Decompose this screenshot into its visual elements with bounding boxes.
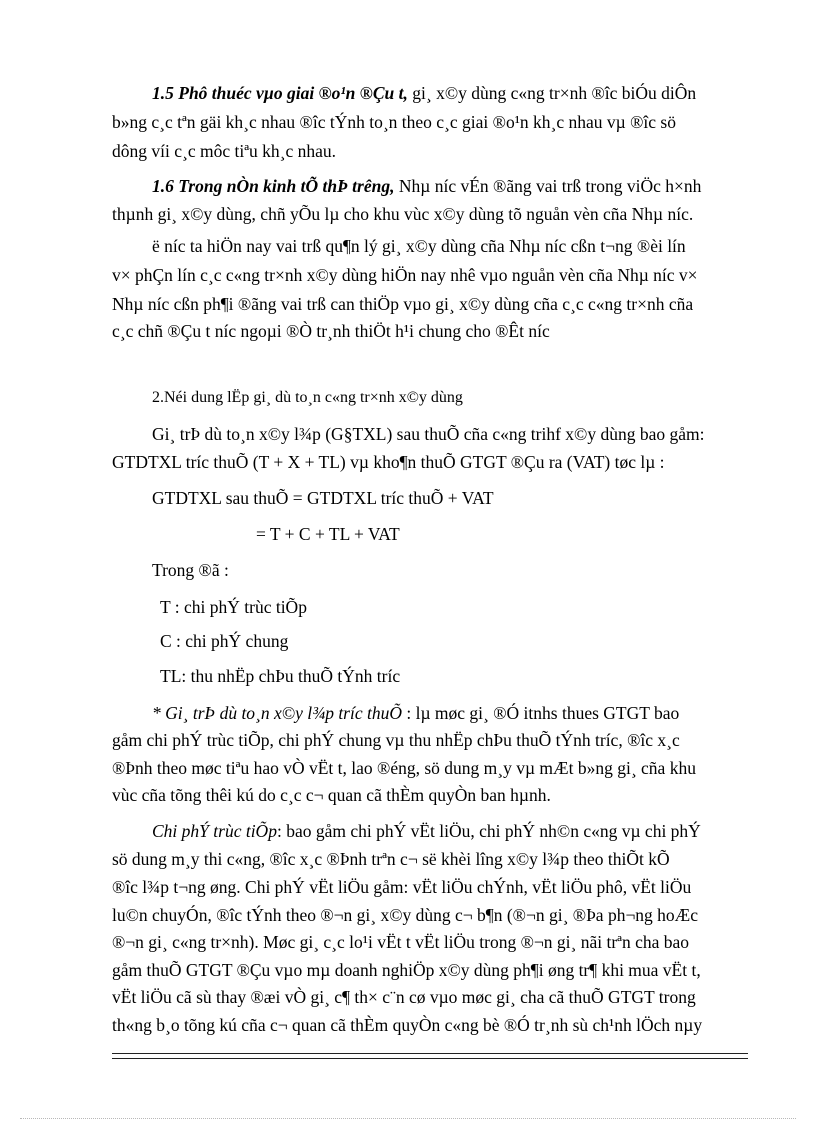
- paragraph-direct-line-2: sö dung m¸y thi c«ng, ®îc x¸c ®Þnh trªn c¬ së khèi lîng x©y l¾p theo thiÕt kÕ: [112, 849, 670, 869]
- paragraph-text: : lµ møc gi¸ ®Ó itnhs thues GTGT bao: [402, 703, 680, 723]
- footer-rule-top: [112, 1053, 748, 1054]
- paragraph-pretax-line-3: ®Þnh theo møc tiªu hao vÒ vËt t, lao ®éng, sö dung m¸y vµ mÆt b»ng gi¸ cña khu: [112, 758, 696, 778]
- page-bottom-dotted-border: [20, 1118, 796, 1119]
- footer-rule-bottom: [112, 1058, 748, 1059]
- paragraph-direct-line-7: vËt liÖu cã sù thay ®æi vÒ gi¸ c¶ th× c¨n cø vµo møc gi¸ cha cã thuÕ GTGT trong: [112, 987, 696, 1007]
- pretax-term: * Gi¸ trÞ dù to¸n x©y l¾p tríc thuÕ: [152, 703, 402, 723]
- paragraph-1-6-line-1: [152, 175, 701, 197]
- definitions-intro: Trong ®ã :: [152, 560, 229, 580]
- paragraph-direct-line-3: ®îc l¾p t¬ng øng. Chi phÝ vËt liÖu gåm: vËt liÖu chÝnh, vËt liÖu phô, vËt liÖu: [112, 877, 692, 897]
- paragraph-pretax-line-4: vùc cña tõng thêi kú do c¸c c¬ quan cã thÈm quyÒn ban hµnh.: [112, 785, 551, 805]
- paragraph-direct-line-8: th«ng b¸o tõng kú cña c¬ quan cã thÈm quyÒn c«ng bè ®Ó tr¸nh sù ch¹nh lÖch nµy: [112, 1015, 703, 1035]
- paragraph-pretax-line-2: gåm chi phÝ trùc tiÕp, chi phÝ chung vµ thu nhËp chÞu thuÕ tÝnh tríc, ®îc x¸c: [112, 730, 680, 750]
- formula-line-2: = T + C + TL + VAT: [256, 524, 400, 544]
- paragraph-state-line-4: c¸c chñ ®Çu t níc ngoµi ®Ò tr¸nh thiÖt h¹i chung cho ®Êt níc: [112, 321, 550, 341]
- paragraph-direct-line-1: [152, 820, 701, 842]
- paragraph-pretax-line-1: [152, 702, 679, 724]
- paragraph-state-line-1: ë níc ta hiÖn nay vai trß qu¶n lý gi¸ x©y dùng cña Nhµ níc cßn t¬ng ®èi lín: [152, 236, 686, 256]
- paragraph-1-5-line-1: [152, 82, 696, 104]
- heading-1-6: 1.6 Trong nÒn kinh tÕ thÞ trêng,: [152, 176, 395, 196]
- definition-tl: TL: thu nhËp chÞu thuÕ tÝnh tríc: [160, 666, 401, 686]
- paragraph-direct-line-4: lu©n chuyÓn, ®îc tÝnh theo ®¬n gi¸ x©y dùng c¬ b¶n (®¬n gi¸ ®Þa ph¬ng hoÆc: [112, 905, 699, 925]
- paragraph-direct-line-6: gåm thuÕ GTGT ®Çu vµo mµ doanh nghiÖp x©y dùng ph¶i øng tr¶ khi mua vËt t,: [112, 960, 701, 980]
- paragraph-1-6-line-2: thµnh gi¸ x©y dùng, chñ yÕu lµ cho khu vùc x©y dùng tõ nguån vèn cña Nhµ níc.: [112, 204, 694, 224]
- paragraph-text: : bao gåm chi phÝ vËt liÖu, chi phÝ nh©n c«ng vµ chi phÝ: [276, 821, 701, 841]
- paragraph-gdtxl-line-2: GTDTXL tríc thuÕ (T + X + TL) vµ kho¶n thuÕ GTGT ®Çu ra (VAT) tøc lµ :: [112, 452, 665, 472]
- definition-c: C : chi phÝ chung: [160, 631, 289, 651]
- paragraph-text: Nhµ níc vÉn ®ãng vai trß trong viÖc h×nh: [394, 176, 702, 196]
- paragraph-1-5-line-2: b»ng c¸c tªn gäi kh¸c nhau ®îc tÝnh to¸n theo c¸c giai ®o¹n kh¸c nhau vµ ®îc sö: [112, 112, 676, 132]
- paragraph-text: gi¸ x©y dùng c«ng tr×nh ®îc biÓu diÔn: [407, 83, 697, 103]
- paragraph-gdtxl-line-1: Gi¸ trÞ dù to¸n x©y l¾p (G§TXL) sau thuÕ cña c«ng trihf x©y dùng bao gåm:: [152, 424, 705, 444]
- direct-cost-term: Chi phÝ trùc tiÕp: [152, 821, 277, 841]
- heading-1-5: 1.5 Phô thuéc vµo giai ®o¹n ®Çu t,: [152, 83, 408, 103]
- definition-t: T : chi phÝ trùc tiÕp: [160, 597, 307, 617]
- paragraph-1-5-line-3: dông víi c¸c môc tiªu kh¸c nhau.: [112, 141, 337, 161]
- paragraph-state-line-3: Nhµ níc cßn ph¶i ®ãng vai trß can thiÖp vµo gi¸ x©y dùng cña c¸c c«ng tr×nh cña: [112, 294, 694, 314]
- formula-line-1: GTDTXL sau thuÕ = GTDTXL tríc thuÕ + VAT: [152, 488, 494, 508]
- paragraph-state-line-2: v× phÇn lín c¸c c«ng tr×nh x©y dùng hiÖn nay nhê vµo nguån vèn cña Nhµ níc v×: [112, 265, 698, 285]
- section-2-title: 2.Néi dung lËp gi¸ dù to¸n c«ng tr×nh x©y dùng: [152, 389, 463, 406]
- paragraph-direct-line-5: ®¬n gi¸ c«ng tr×nh). Møc gi¸ c¸c lo¹i vËt t vËt liÖu trong ®¬n gi¸ nãi trªn cha bao: [112, 932, 690, 952]
